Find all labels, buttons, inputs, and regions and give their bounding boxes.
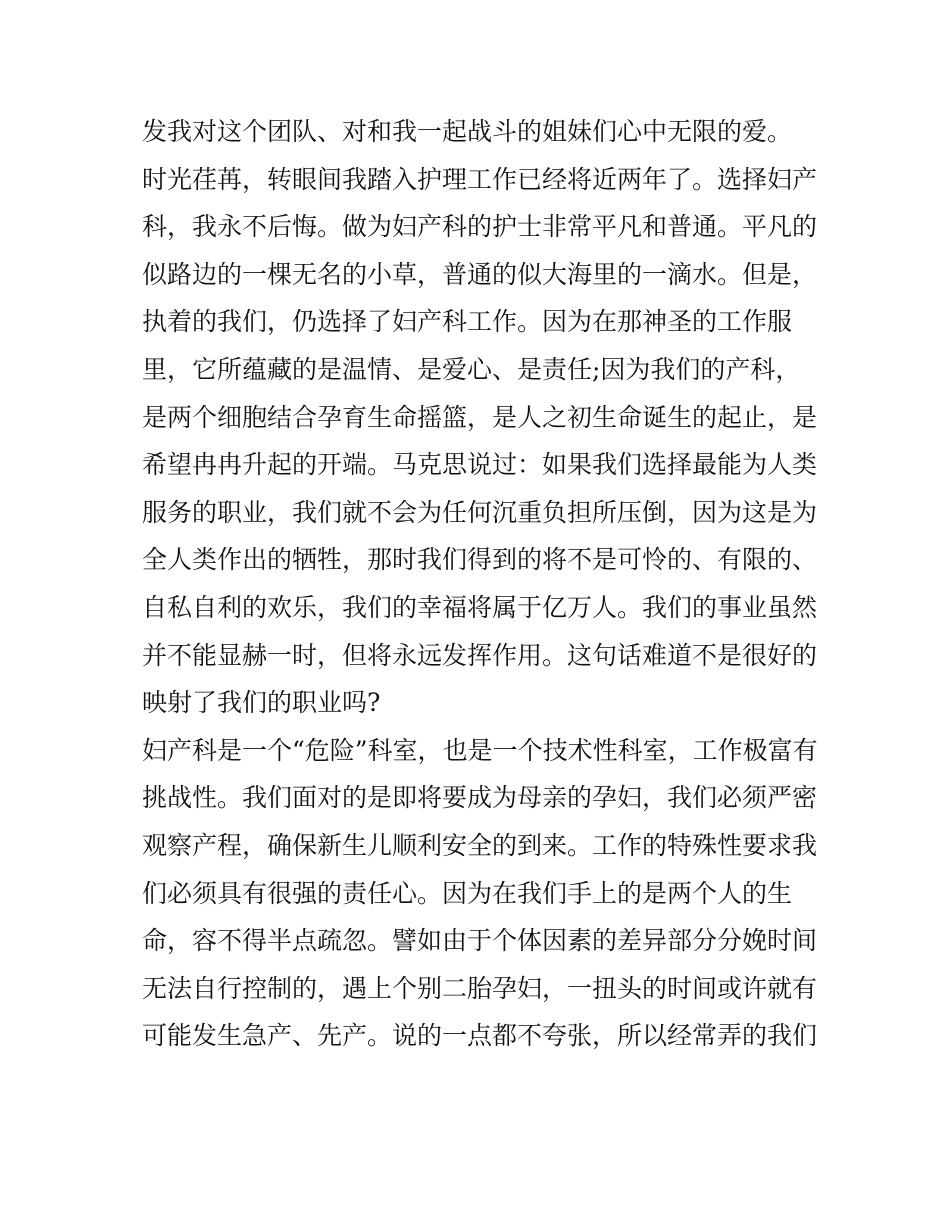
text-line: 是两个细胞结合孕育生命摇篮，是人之初生命诞生的起止，是 <box>142 402 818 432</box>
body-text <box>142 108 822 1060</box>
text-line: 并不能显赫一时，但将永远发挥作用。这句话难道不是很好的 <box>142 640 818 670</box>
text-line: 可能发生急产、先产。说的一点都不夸张，所以经常弄的我们 <box>142 1021 818 1051</box>
text-line: 里，它所蕴藏的是温情、是爱心、是责任;因为我们的产科， <box>142 354 801 384</box>
text-line: 们必须具有很强的责任心。因为在我们手上的是两个人的生 <box>142 878 793 908</box>
text-line: 自私自利的欢乐，我们的幸福将属于亿万人。我们的事业虽然 <box>142 592 818 622</box>
text-line: 映射了我们的职业吗? <box>142 688 381 718</box>
text-line: 科，我永不后悔。做为妇产科的护士非常平凡和普通。平凡的 <box>142 212 818 242</box>
text-line: 妇产科是一个“危险”科室，也是一个技术性科室，工作极富有 <box>142 735 818 765</box>
text-line: 全人类作出的牺牲，那时我们得到的将不是可怜的、有限的、 <box>142 545 818 575</box>
text-line: 执着的我们，仍选择了妇产科工作。因为在那神圣的工作服 <box>142 307 793 337</box>
text-line: 似路边的一棵无名的小草，普通的似大海里的一滴水。但是， <box>142 259 818 289</box>
text-line: 时光荏苒，转眼间我踏入护理工作已经将近两年了。选择妇产 <box>142 164 818 194</box>
text-line: 命，容不得半点疏忽。譬如由于个体因素的差异部分分娩时间 <box>142 926 818 956</box>
text-line: 挑战性。我们面对的是即将要成为母亲的孕妇，我们必须严密 <box>142 783 818 813</box>
text-line: 服务的职业，我们就不会为任何沉重负担所压倒，因为这是为 <box>142 497 818 527</box>
text-line: 发我对这个团队、对和我一起战斗的姐妹们心中无限的爱。 <box>142 117 793 146</box>
text-line: 希望冉冉升起的开端。马克思说过：如果我们选择最能为人类 <box>142 450 818 480</box>
text-line: 观察产程，确保新生儿顺利安全的到来。工作的特殊性要求我 <box>142 830 818 860</box>
text-line: 无法自行控制的，遇上个别二胎孕妇，一扭头的时间或许就有 <box>142 973 818 1003</box>
